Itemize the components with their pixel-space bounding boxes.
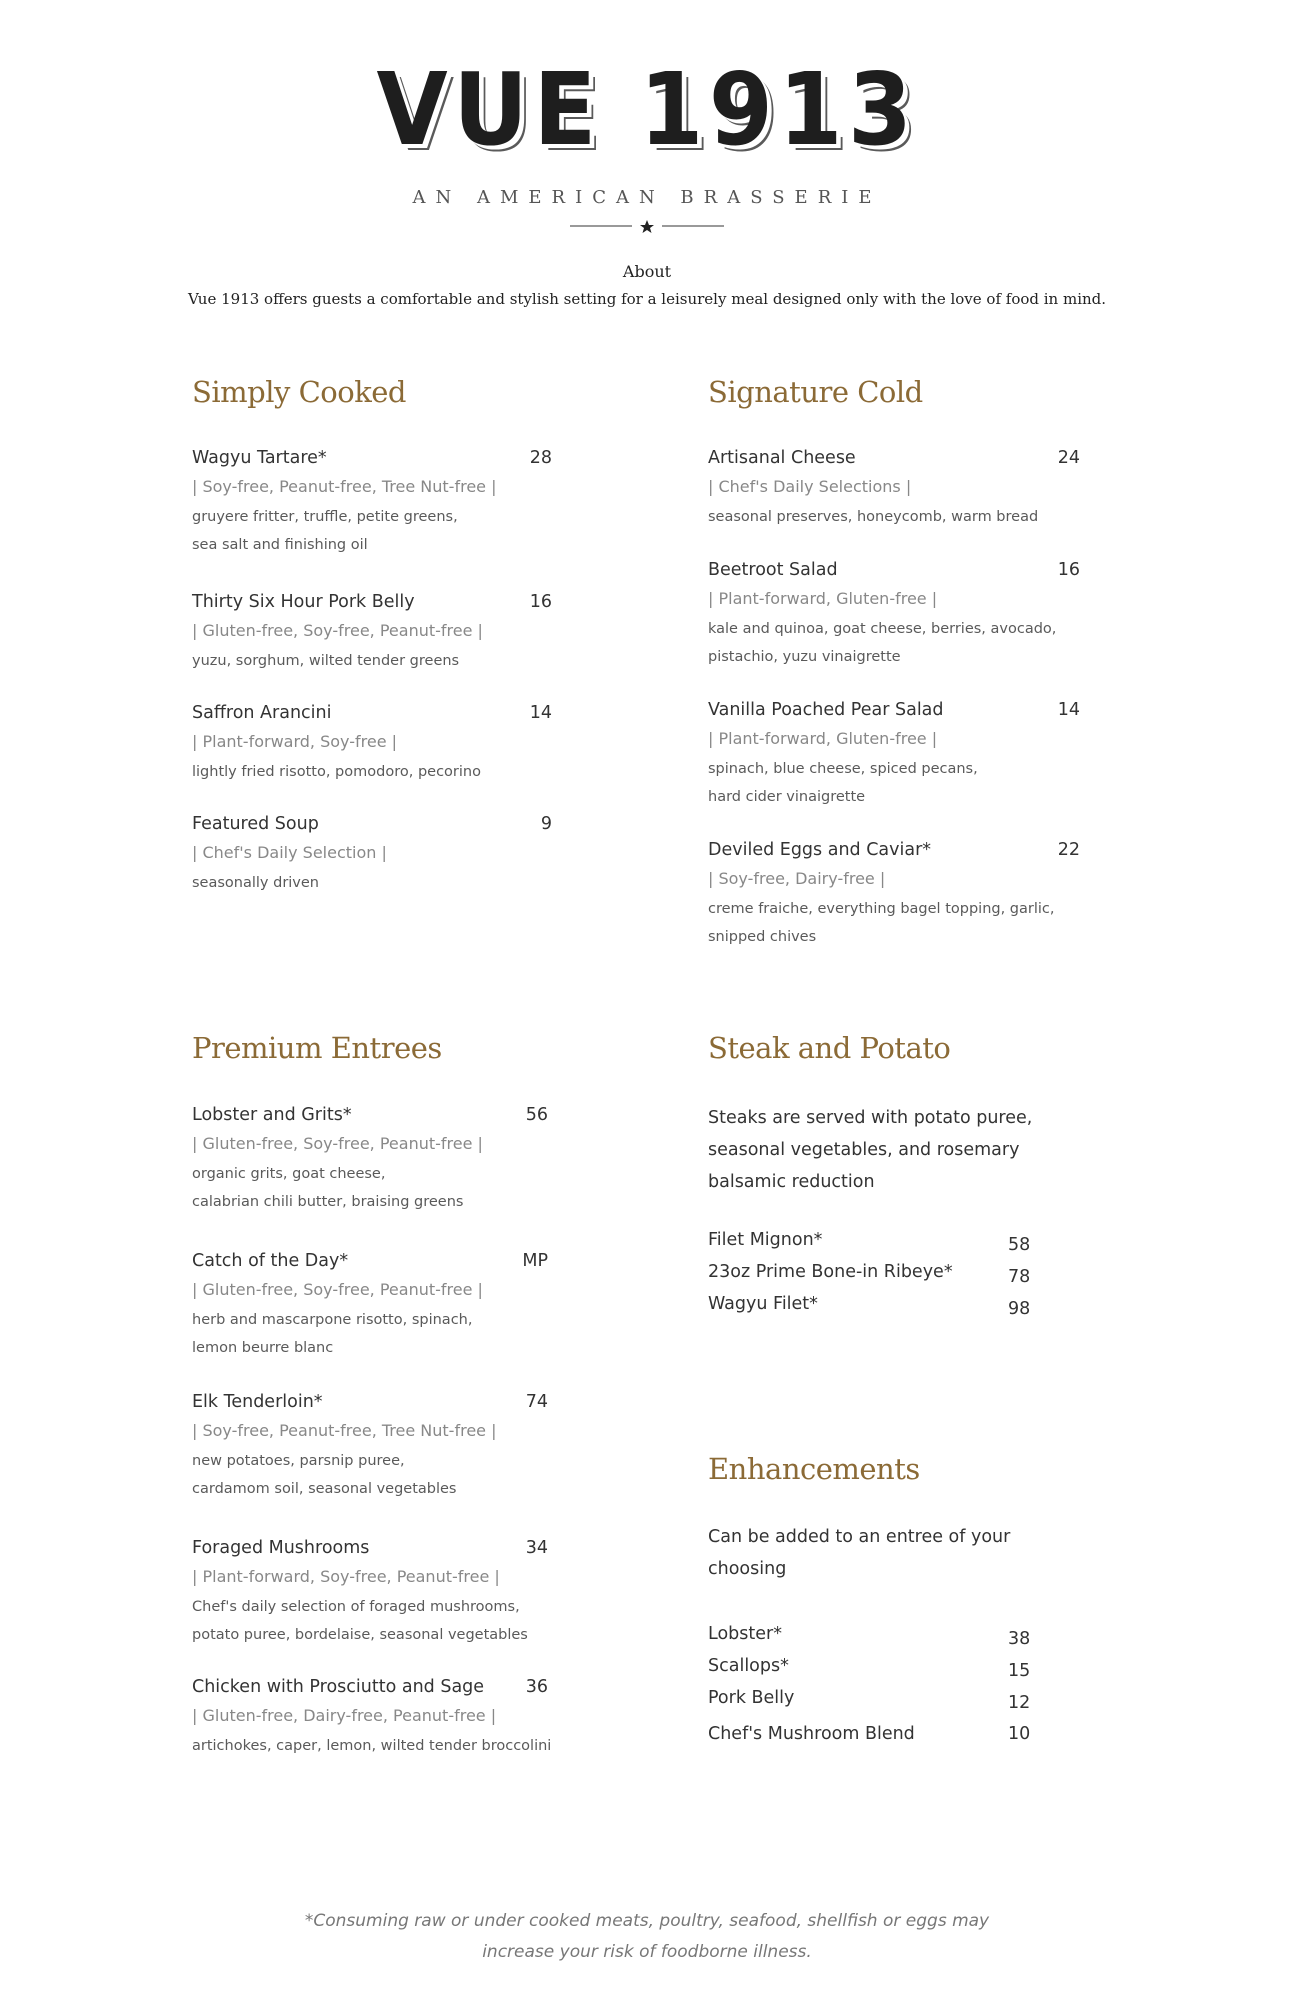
item-tags: | Plant-forward, Soy-free | [192, 732, 398, 751]
item-desc: Chef's daily selection of foraged mushrooms, [192, 1599, 520, 1615]
intro-line: Steaks are served with potato puree, [708, 1108, 1033, 1128]
item-name: Saffron Arancini [192, 703, 332, 723]
list-item [708, 1718, 1058, 1750]
item-price: 28 [529, 448, 552, 468]
item-desc: snipped chives [708, 929, 817, 945]
item-desc: lightly fried risotto, pomodoro, pecorino [192, 764, 481, 780]
disclaimer-line: *Consuming raw or under cooked meats, poultry, seafood, shellfish or eggs may [304, 1911, 990, 1931]
item-name: Filet Mignon* [708, 1230, 823, 1250]
item-desc: seasonally driven [192, 875, 319, 891]
item-price: 58 [1008, 1235, 1031, 1255]
item-tags: | Chef's Daily Selections | [708, 477, 912, 496]
item-name: Thirty Six Hour Pork Belly [192, 592, 415, 612]
enhancements-list [708, 1618, 1058, 1750]
item-price: 38 [1008, 1629, 1031, 1649]
item-desc: cardamom soil, seasonal vegetables [192, 1481, 457, 1497]
item-tags: | Chef's Daily Selection | [192, 843, 387, 862]
item-price: 16 [1057, 560, 1080, 580]
item-desc: potato puree, bordelaise, seasonal vegetables [192, 1627, 528, 1643]
foodborne-illness-disclaimer [0, 1906, 1294, 1968]
item-name: Catch of the Day* [192, 1251, 349, 1271]
section-title-enhancements: Enhancements [708, 1452, 920, 1486]
star-divider-icon [570, 218, 724, 234]
item-name: Vanilla Poached Pear Salad [708, 700, 944, 720]
item-tags: | Gluten-free, Dairy-free, Peanut-free | [192, 1706, 497, 1725]
item-tags: | Soy-free, Peanut-free, Tree Nut-free | [192, 477, 497, 496]
list-item [708, 1256, 1058, 1288]
item-name: Pork Belly [708, 1688, 795, 1708]
item-name: Beetroot Salad [708, 560, 838, 580]
item-tags: | Gluten-free, Soy-free, Peanut-free | [192, 1134, 483, 1153]
item-desc: gruyere fritter, truffle, petite greens, [192, 509, 458, 525]
item-name: Artisanal Cheese [708, 448, 856, 468]
steak-intro [708, 1102, 1048, 1198]
item-name: Lobster and Grits* [192, 1105, 352, 1125]
item-desc: kale and quinoa, goat cheese, berries, avocado, [708, 621, 1057, 637]
menu-item [192, 1676, 562, 1760]
item-price: 56 [525, 1105, 548, 1125]
menu-item [708, 447, 1080, 531]
item-desc: spinach, blue cheese, spiced pecans, [708, 761, 978, 777]
steak-list [708, 1224, 1058, 1320]
item-price: 36 [525, 1677, 548, 1697]
menu-item [192, 1537, 564, 1649]
logo-wordmark: VUE 1913 [376, 51, 918, 168]
item-price: 22 [1057, 840, 1080, 860]
item-price: 12 [1008, 1693, 1031, 1713]
item-price: MP [522, 1251, 548, 1271]
section-title-simply-cooked: Simply Cooked [192, 375, 406, 409]
item-desc: seasonal preserves, honeycomb, warm bread [708, 509, 1039, 525]
item-name: Scallops* [708, 1656, 789, 1676]
item-name: Elk Tenderloin* [192, 1392, 323, 1412]
item-name: Wagyu Filet* [708, 1294, 818, 1314]
menu-item [708, 699, 1080, 811]
item-desc: sea salt and finishing oil [192, 537, 368, 553]
item-desc: new potatoes, parsnip puree, [192, 1453, 405, 1469]
logo-tagline: AN AMERICAN BRASSERIE [412, 187, 882, 208]
intro-line: seasonal vegetables, and rosemary [708, 1140, 1020, 1160]
intro-line: balsamic reduction [708, 1172, 875, 1192]
list-item [708, 1224, 1058, 1256]
section-title-premium-entrees: Premium Entrees [192, 1031, 442, 1065]
item-name: Foraged Mushrooms [192, 1538, 370, 1558]
item-tags: | Plant-forward, Soy-free, Peanut-free | [192, 1567, 500, 1586]
item-desc: herb and mascarpone risotto, spinach, [192, 1312, 473, 1328]
item-tags: | Gluten-free, Soy-free, Peanut-free | [192, 1280, 483, 1299]
item-tags: | Plant-forward, Gluten-free | [708, 589, 938, 608]
item-tags: | Plant-forward, Gluten-free | [708, 729, 938, 748]
item-desc: creme fraiche, everything bagel topping, garlic, [708, 901, 1055, 917]
menu-item [708, 559, 1080, 671]
item-tags: | Soy-free, Peanut-free, Tree Nut-free | [192, 1421, 497, 1440]
list-item [708, 1682, 1058, 1714]
menu-item [192, 591, 560, 675]
item-price: 14 [1057, 700, 1080, 720]
item-desc: lemon beurre blanc [192, 1340, 334, 1356]
item-price: 14 [529, 703, 552, 723]
item-price: 98 [1008, 1299, 1031, 1319]
item-name: Lobster* [708, 1624, 782, 1644]
item-price: 10 [1008, 1724, 1031, 1744]
menu-item [192, 447, 560, 559]
item-tags: | Soy-free, Dairy-free | [708, 869, 886, 888]
menu-item [192, 813, 560, 897]
item-price: 34 [525, 1538, 548, 1558]
section-title-signature-cold: Signature Cold [708, 375, 923, 409]
menu-item [192, 1250, 560, 1362]
item-price: 9 [540, 814, 552, 834]
section-title-steak-and-potato: Steak and Potato [708, 1031, 951, 1065]
intro-line: Can be added to an entree of your [708, 1527, 1011, 1547]
about-text: Vue 1913 offers guests a comfortable and stylish setting for a leisurely meal designed only with the love of food in mind. [187, 290, 1107, 308]
item-desc: artichokes, caper, lemon, wilted tender broccolini [192, 1738, 552, 1754]
disclaimer-line: increase your risk of foodborne illness. [482, 1942, 812, 1962]
item-desc: pistachio, yuzu vinaigrette [708, 649, 901, 665]
restaurant-logo [0, 51, 1294, 208]
intro-line: choosing [708, 1559, 787, 1579]
item-name: Deviled Eggs and Caviar* [708, 840, 932, 860]
menu-item [192, 1391, 560, 1503]
item-desc: hard cider vinaigrette [708, 789, 866, 805]
menu-item [708, 839, 1080, 951]
item-price: 24 [1057, 448, 1080, 468]
item-desc: calabrian chili butter, braising greens [192, 1194, 464, 1210]
item-name: Wagyu Tartare* [192, 448, 327, 468]
enhancements-intro [708, 1521, 1048, 1585]
item-price: 16 [529, 592, 552, 612]
item-desc: yuzu, sorghum, wilted tender greens [192, 653, 460, 669]
menu-item [192, 702, 560, 786]
item-desc: organic grits, goat cheese, [192, 1166, 386, 1182]
item-name: 23oz Prime Bone-in Ribeye* [708, 1262, 953, 1282]
list-item [708, 1288, 1058, 1320]
menu-item [192, 1104, 560, 1216]
list-item [708, 1650, 1058, 1682]
item-tags: | Gluten-free, Soy-free, Peanut-free | [192, 621, 483, 640]
item-price: 78 [1008, 1267, 1031, 1287]
about-heading: About [622, 262, 672, 281]
item-name: Featured Soup [192, 814, 319, 834]
list-item [708, 1618, 1058, 1650]
item-name: Chicken with Prosciutto and Sage [192, 1677, 485, 1697]
item-name: Chef's Mushroom Blend [708, 1724, 915, 1744]
item-price: 74 [525, 1392, 548, 1412]
item-price: 15 [1008, 1661, 1031, 1681]
